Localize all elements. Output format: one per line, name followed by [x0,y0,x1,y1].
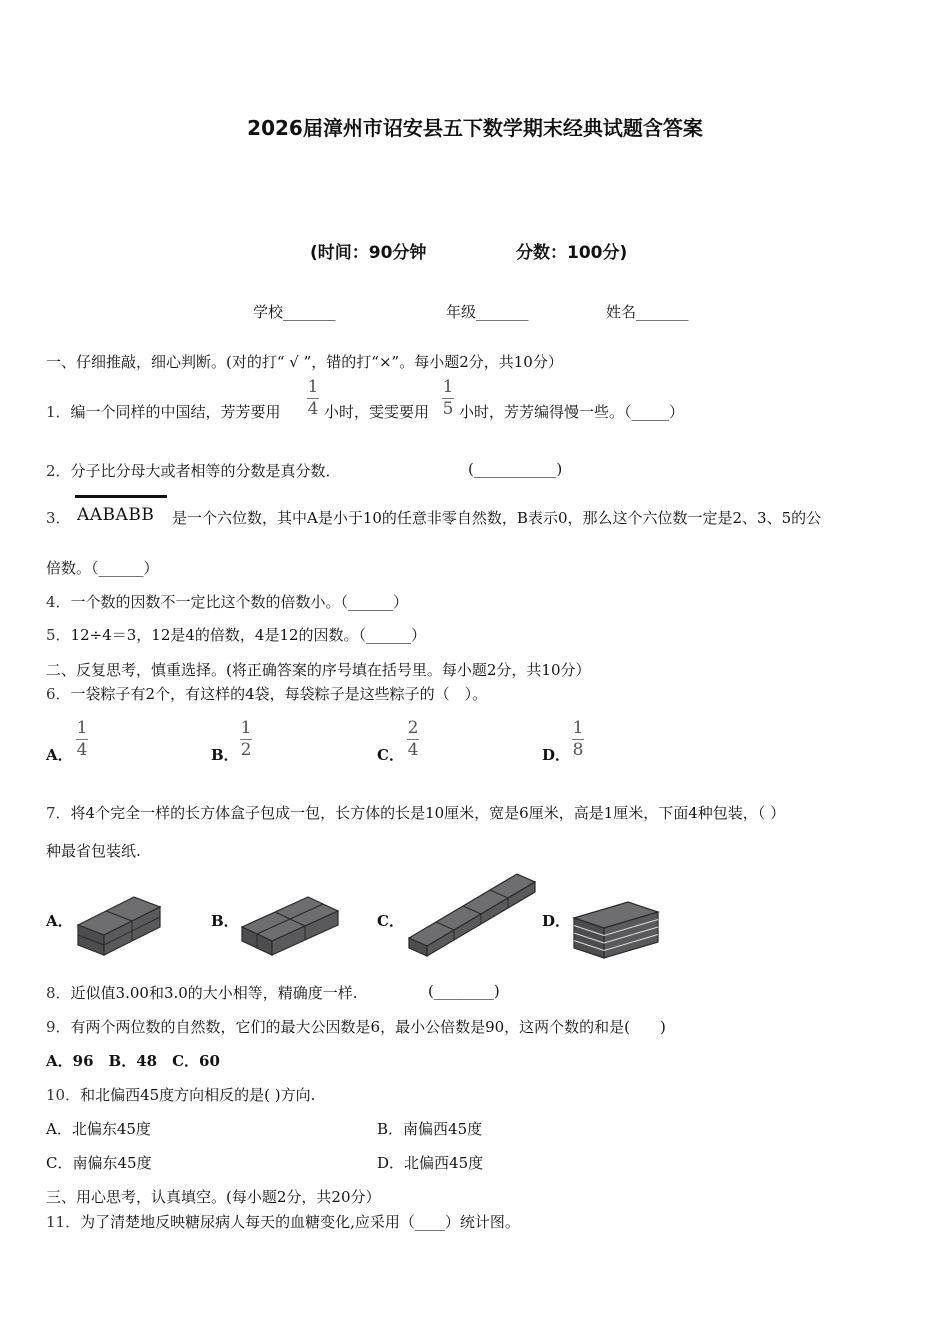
q6-c-numerator: 2 [407,718,419,738]
q9-number: 9． [46,1018,71,1036]
q10-option-c: C．南偏东45度 [46,1154,152,1172]
q2-line [46,460,341,481]
q7-option-d-label: D． [542,912,571,930]
q4-number: 4． [46,593,71,611]
q5-number: 5． [46,626,71,644]
section1-heading: 一、仔细推敲，细心判断。(对的打“ √ ”，错的打“×”。每小题2分，共10分） [46,353,563,371]
q7-option-c-label: C． [377,912,404,930]
q6-a-numerator: 1 [76,718,88,738]
q10-line [46,1084,315,1105]
q6-option-c-fraction [407,719,419,760]
q10-option-d: D．北偏西45度 [377,1154,484,1172]
q7-text-cont: 种最省包装纸. [46,842,141,860]
q2-text: 分子比分母大或者相等的分数是真分数． [70,462,341,480]
q3-number: 3． [46,509,71,527]
q6-line [46,683,487,704]
q5-line [46,624,426,645]
q3-overline [75,495,167,498]
q1-frac1-denominator: 4 [307,399,319,419]
q7-text: 将4个完全一样的长方体盒子包成一包，长方体的长是10厘米，宽是6厘米，高是1厘米，下面4种包装，（ ） [70,804,786,822]
q6-option-a-fraction [76,719,88,760]
q9-line [46,1016,666,1037]
q6-d-denominator: 8 [572,740,584,760]
exam-score: 分数：100分) [516,243,628,263]
q11-text: 为了清楚地反映糖尿病人每天的血糖变化,应采用（____）统计图。 [80,1213,520,1231]
q10-option-a: A．北偏东45度 [46,1120,151,1138]
q6-option-d-label: D． [542,746,571,764]
q11-line [46,1211,520,1232]
q11-number: 11． [46,1213,81,1231]
school-field: 学校_______ [253,303,336,321]
q1-text-part3: 小时，芳芳编得慢一些。（_____） [459,403,685,421]
q7-option-a-label: A． [46,912,73,930]
q4-text: 一个数的因数不一定比这个数的倍数小。（______） [70,593,409,611]
q1-frac1-numerator: 1 [307,377,319,397]
q2-number: 2． [46,462,71,480]
exam-time: (时间：90分钟 [310,243,427,263]
q6-b-denominator: 2 [240,740,252,760]
q1-number: 1． [46,403,71,421]
q10-text: 和北偏西45度方向相反的是( )方向. [80,1086,316,1104]
q2-blank: (___________) [468,460,563,478]
q8-number: 8． [46,984,71,1002]
q1-frac2-numerator: 1 [442,377,454,397]
q3-line [46,507,71,528]
q4-line [46,591,408,612]
q1-frac2-denominator: 5 [442,399,454,419]
section3-heading: 三、用心思考，认真填空。(每小题2分，共20分） [46,1188,381,1206]
q6-a-denominator: 4 [76,740,88,760]
q5-text: 12÷4＝3，12是4的倍数，4是12的因数。（______） [70,626,427,644]
q9-text: 有两个两位数的自然数，它们的最大公因数是6，最小公倍数是90，这两个数的和是( ) [70,1018,666,1036]
q6-option-a-label: A． [46,746,73,764]
q6-c-denominator: 4 [407,740,419,760]
q7-option-c-package-image [405,870,539,958]
name-field: 姓名_______ [606,303,689,321]
q7-option-b-package-image [238,893,342,957]
q6-b-numerator: 1 [240,718,252,738]
grade-field: 年级_______ [446,303,529,321]
q8-blank: (________) [428,982,500,1000]
q7-line [46,802,785,823]
q6-number: 6． [46,685,71,703]
q6-option-b-label: B． [211,746,239,764]
q3-text: 是一个六位数，其中A是小于10的任意非零自然数，B表示0，那么这个六位数一定是2、3、5的公 [172,509,822,527]
q3-number-pattern: AABABB [77,505,155,525]
q6-option-c-label: C． [377,746,404,764]
q1-line [46,401,281,422]
q1-text-part1: 编一个同样的中国结，芳芳要用 [70,403,281,421]
q1-fraction-2 [442,378,454,419]
q8-text: 近似值3.00和3.0的大小相等，精确度一样. [70,984,358,1002]
q6-d-numerator: 1 [572,718,584,738]
q6-text: 一袋粽子有2个，有这样的4袋，每袋粽子是这些粽子的（ ）。 [70,685,488,703]
q6-option-b-fraction [240,719,252,760]
q7-option-b-label: B． [211,912,239,930]
q7-option-d-package-image [570,898,662,960]
q10-number: 10． [46,1086,81,1104]
q7-option-a-package-image [74,893,164,957]
q8-line [46,982,358,1003]
q7-number: 7． [46,804,71,822]
q1-text-part2: 小时，雯雯要用 [324,403,430,421]
q6-option-d-fraction [572,719,584,760]
q1-fraction-1 [307,378,319,419]
q10-option-b: B．南偏西45度 [377,1120,483,1138]
q3-text-cont: 倍数。（______） [46,559,159,577]
section2-heading: 二、反复思考，慎重选择。(将正确答案的序号填在括号里。每小题2分，共10分） [46,661,591,679]
page-title: 2026届漳州市诏安县五下数学期末经典试题含答案 [247,116,703,140]
q9-options: A．96 B．48 C．60 [46,1052,220,1070]
